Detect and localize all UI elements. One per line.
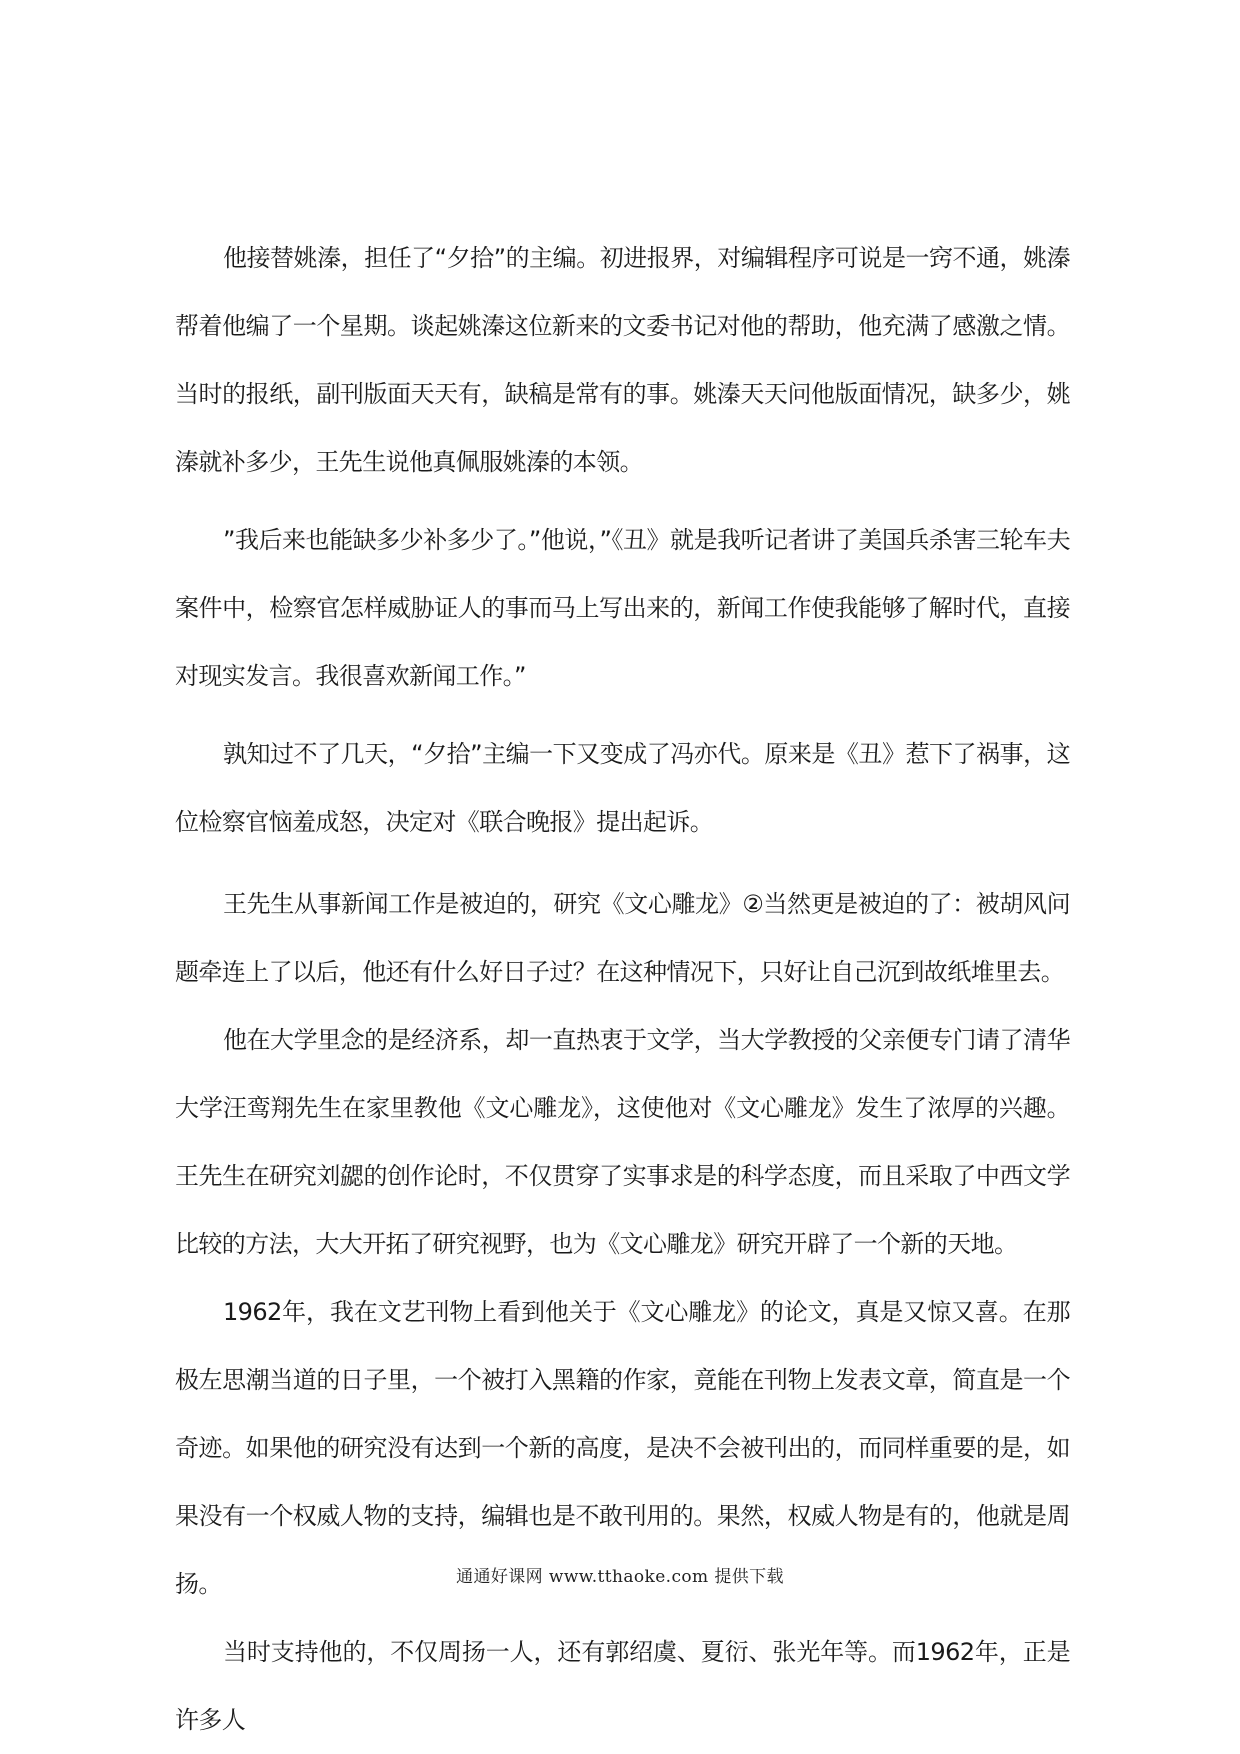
paragraph-1: 他接替姚溱，担任了“夕拾”的主编。初进报界，对编辑程序可说是一窍不通，姚溱帮着他编了一个星期。谈起姚溱这位新来的文委书记对他的帮助，他充满了感激之情。当时的报纸，副刊版面天天有，缺稿是常有的事。姚溱天天问他版面情况，缺多少，姚溱就补多少，王先生说他真佩服姚溱的本领。 [175,244,1070,476]
paragraph-4: 王先生从事新闻工作是被迫的，研究《文心雕龙》②当然更是被迫的了：被胡风问题牵连上了以后，他还有什么好日子过？在这种情况下，只好让自己沉到故纸堆里去。 [175,890,1070,986]
paragraph-2: ”我后来也能缺多少补多少了。”他说，”《丑》就是我听记者讲了美国兵杀害三轮车夫案件中，检察官怎样威胁证人的事而马上写出来的，新闻工作使我能够了解时代，直接对现实发言。我很喜欢新闻工作。” [175,526,1070,690]
paragraph-7: 当时支持他的，不仅周扬一人，还有郭绍虞、夏衍、张光年等。而1962年，正是许多人 [175,1638,1070,1734]
article-body [175,224,1070,1754]
paragraph-5: 他在大学里念的是经济系，却一直热衷于文学，当大学教授的父亲便专门请了清华大学汪鸾翔先生在家里教他《文心雕龙》，这使他对《文心雕龙》发生了浓厚的兴趣。王先生在研究刘勰的创作论时，不仅贯穿了实事求是的科学态度，而且采取了中西文学比较的方法，大大开拓了研究视野，也为《文心雕龙》研究开辟了一个新的天地。 [175,1026,1070,1258]
paragraph-6: 1962年，我在文艺刊物上看到他关于《文心雕龙》的论文，真是又惊又喜。在那极左思潮当道的日子里，一个被打入黑籍的作家，竟能在刊物上发表文章，简直是一个奇迹。如果他的研究没有达到一个新的高度，是决不会被刊出的，而同样重要的是，如果没有一个权威人物的支持，编辑也是不敢刊用的。果然，权威人物是有的，他就是周扬。 [175,1298,1070,1598]
page-footer: 通通好课网 www.tthaoke.com 提供下载 [456,1567,784,1587]
paragraph-3: 孰知过不了几天，“夕拾”主编一下又变成了冯亦代。原来是《丑》惹下了祸事，这位检察官恼羞成怒，决定对《联合晚报》提出起诉。 [175,740,1070,836]
